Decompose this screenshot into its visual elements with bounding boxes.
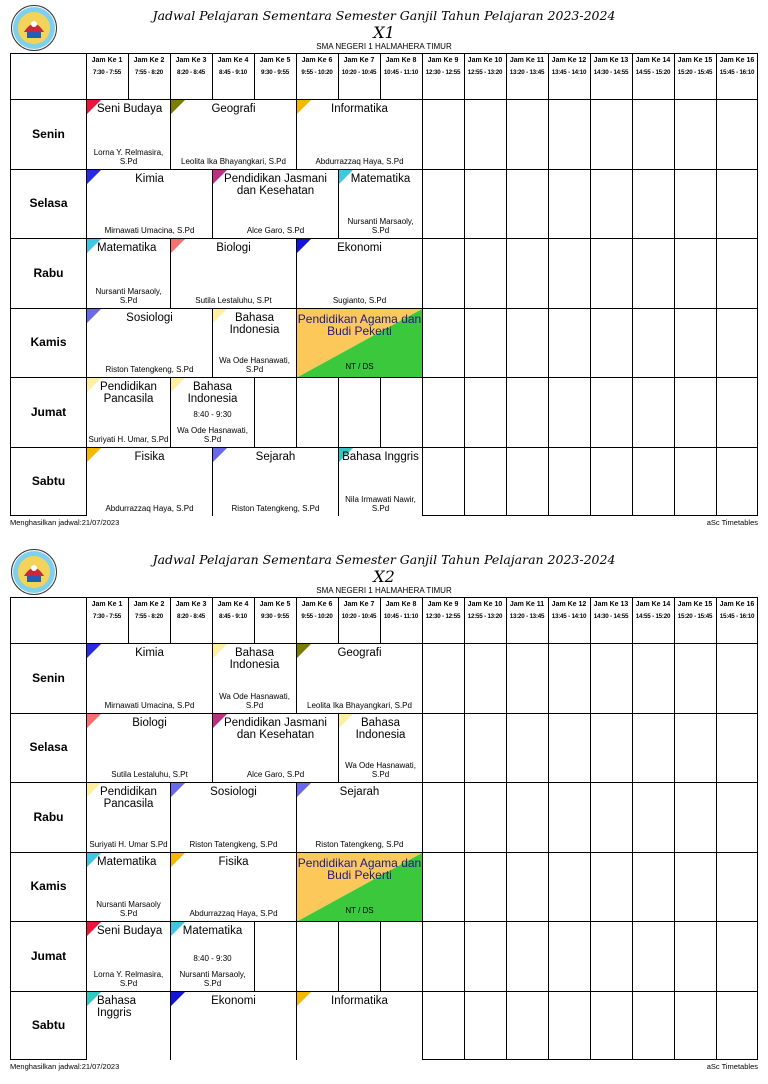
day-label: Kamis — [30, 335, 67, 350]
lesson-teacher: Sutila Lestaluhu, S.Pt — [111, 770, 188, 779]
timetable-grid — [10, 597, 758, 1060]
lesson-subject: Kimia — [135, 647, 164, 659]
lesson-cell[interactable] — [87, 309, 212, 378]
period-header — [380, 54, 422, 99]
period-time: 12:30 - 12:55 — [425, 69, 461, 76]
lesson-subject: Ekonomi — [211, 994, 256, 1007]
period-time: 15:45 - 16:10 — [719, 613, 755, 620]
lesson-subject: Seni Budaya — [97, 103, 163, 115]
period-time: 12:55 - 13:20 — [467, 613, 503, 620]
lesson-subject: Matematika — [97, 242, 157, 254]
period-number: Jam Ke 10 — [467, 601, 503, 608]
day-label: Rabu — [33, 809, 64, 824]
period-header — [632, 598, 674, 643]
period-header — [506, 598, 548, 643]
period-header — [506, 54, 548, 99]
period-header — [548, 54, 590, 99]
day-label: Selasa — [29, 196, 68, 211]
lesson-cell[interactable] — [171, 378, 254, 447]
lesson-teacher: Wa Ode Hasnawati, S.Pd — [345, 761, 416, 779]
day-label: Jumat — [30, 948, 67, 963]
lesson-cell[interactable] — [213, 714, 338, 783]
period-time: 9:30 - 9:55 — [260, 69, 290, 76]
period-header — [254, 598, 296, 643]
lesson-cell[interactable] — [87, 783, 170, 852]
period-number: Jam Ke 6 — [301, 57, 333, 64]
period-time: 15:45 - 16:10 — [719, 69, 755, 76]
period-header — [212, 54, 254, 99]
lesson-subject: Biologi — [132, 716, 167, 729]
period-time: 13:20 - 13:45 — [509, 613, 545, 620]
lesson-teacher: Leolita Ika Bhayangkari, S.Pd — [181, 156, 286, 166]
period-number: Jam Ke 11 — [509, 601, 545, 608]
lesson-subject: Pendidikan Jasmani dan Kesehatan — [224, 172, 327, 197]
class-name: X2 — [373, 567, 395, 586]
period-header — [422, 54, 464, 99]
lesson-subject: Bahasa Inggris — [342, 450, 419, 463]
lesson-teacher: Wa Ode Hasnawati, S.Pd — [219, 691, 290, 710]
period-time: 13:20 - 13:45 — [509, 69, 545, 76]
schedule-title: Jadwal Pelajaran Sementara Semester Ganjil Tahun Pelajaran 2023-2024 — [152, 552, 616, 567]
period-number: Jam Ke 16 — [719, 57, 755, 64]
period-number: Jam Ke 6 — [301, 601, 333, 608]
lesson-subject: Informatika — [331, 994, 388, 1007]
period-time: 10:20 - 10:45 — [341, 69, 377, 76]
period-number: Jam Ke 12 — [551, 601, 587, 608]
footer-generated: Menghasilkan jadwal:21/07/2023 — [10, 1062, 120, 1071]
period-number: Jam Ke 11 — [509, 57, 545, 64]
class-name: X1 — [373, 23, 395, 42]
lesson-cell[interactable] — [171, 100, 296, 169]
timetable-sheet — [0, 0, 768, 540]
period-header — [422, 598, 464, 643]
lesson-cell[interactable] — [297, 783, 422, 852]
lesson-cell-agama[interactable] — [297, 853, 422, 922]
period-number: Jam Ke 14 — [635, 57, 671, 64]
lesson-cell[interactable] — [171, 922, 254, 991]
day-label: Sabtu — [31, 1018, 66, 1033]
lesson-subject: Matematika — [350, 172, 411, 185]
lesson-teacher: Riston Tatengkeng, S.Pd — [231, 504, 320, 513]
lesson-subject: Geografi — [337, 647, 382, 659]
lesson-cell[interactable] — [339, 714, 422, 783]
period-time: 14:30 - 14:55 — [593, 613, 629, 620]
lesson-teacher: Sugianto, S.Pd — [332, 295, 387, 305]
period-time: 9:55 - 10:20 — [301, 69, 333, 76]
period-number: Jam Ke 15 — [677, 57, 713, 64]
lesson-subject: Pendidikan Pancasila — [100, 381, 157, 405]
period-number: Jam Ke 1 — [91, 601, 123, 608]
lesson-cell[interactable] — [213, 309, 296, 378]
period-number: Jam Ke 12 — [551, 57, 587, 64]
school-name: SMA NEGERI 1 HALMAHERA TIMUR — [316, 586, 452, 595]
day-label: Rabu — [33, 265, 64, 280]
period-time: 7:30 - 7:55 — [92, 613, 122, 620]
period-header — [296, 54, 338, 99]
lesson-cell[interactable] — [87, 922, 170, 991]
day-label: Senin — [32, 670, 65, 685]
timetable-sheet — [0, 544, 768, 1084]
period-number: Jam Ke 8 — [385, 57, 417, 64]
period-header — [380, 598, 422, 643]
lesson-teacher: Lorna Y. Relmasira, S.Pd — [93, 969, 164, 988]
period-header — [632, 54, 674, 99]
lesson-cell[interactable] — [87, 853, 170, 922]
lesson-teacher: Leolita Ika Bhayangkari, S.Pd — [307, 700, 412, 710]
lesson-teacher: Nila Irmawati Nawir, S.Pd — [345, 495, 416, 513]
period-time: 15:20 - 15:45 — [677, 69, 713, 76]
lesson-teacher: Mirnawati Umacina, S.Pd — [104, 226, 195, 235]
lesson-subject: Pendidikan Agama dan Budi Pekerti — [297, 855, 422, 882]
lesson-subject: Sejarah — [339, 786, 380, 798]
lesson-cell[interactable] — [171, 239, 296, 308]
period-number: Jam Ke 4 — [217, 601, 249, 608]
lesson-teacher: NT / DS — [345, 906, 374, 915]
period-header — [212, 598, 254, 643]
period-number: Jam Ke 9 — [427, 601, 459, 608]
period-header — [590, 54, 632, 99]
period-header — [674, 54, 716, 99]
lesson-teacher: Sutila Lestaluhu, S.Pt — [195, 295, 272, 305]
lesson-teacher: Wa Ode Hasnawati, S.Pd — [177, 425, 248, 444]
lesson-time: 8:40 - 9:30 — [193, 954, 232, 963]
lesson-teacher: Lorna Y. Relmasira, S.Pd — [93, 147, 164, 166]
lesson-cell[interactable] — [297, 239, 422, 308]
day-label: Senin — [32, 126, 65, 141]
period-time: 13:45 - 14:10 — [551, 69, 587, 76]
lesson-cell[interactable] — [297, 644, 422, 713]
period-number: Jam Ke 7 — [343, 57, 375, 64]
lesson-teacher: Riston Tatengkeng, S.Pd — [189, 839, 278, 849]
period-header — [296, 598, 338, 643]
lesson-cell[interactable] — [87, 448, 212, 517]
lesson-teacher: Nursanti Marsaoly, S.Pd — [95, 286, 162, 305]
period-header — [548, 598, 590, 643]
school-name: SMA NEGERI 1 HALMAHERA TIMUR — [316, 42, 452, 51]
lesson-cell[interactable] — [87, 992, 170, 1061]
period-header — [86, 598, 128, 643]
lesson-cell[interactable] — [87, 100, 170, 169]
lesson-cell[interactable] — [87, 239, 170, 308]
footer-brand: aSc Timetables — [706, 1062, 758, 1071]
lesson-cell[interactable] — [297, 100, 422, 169]
period-header — [338, 54, 380, 99]
lesson-teacher: Mirnawati Umacina, S.Pd — [104, 700, 195, 710]
lesson-teacher: Abdurrazzaq Haya, S.Pd — [315, 156, 404, 166]
period-time: 12:55 - 13:20 — [467, 69, 503, 76]
footer-brand: aSc Timetables — [706, 518, 758, 527]
period-time: 10:45 - 11:10 — [383, 69, 419, 76]
period-number: Jam Ke 5 — [259, 601, 291, 608]
lesson-cell[interactable] — [171, 853, 296, 922]
period-header — [254, 54, 296, 99]
period-time: 15:20 - 15:45 — [677, 613, 713, 620]
lesson-subject: Bahasa Inggris — [97, 994, 137, 1019]
lesson-subject: Kimia — [135, 172, 164, 185]
period-header — [716, 598, 758, 643]
period-header — [170, 54, 212, 99]
lesson-teacher: Abdurrazzaq Haya, S.Pd — [105, 504, 194, 513]
day-label: Kamis — [30, 879, 67, 894]
lesson-teacher: Suriyati H. Umar, S.Pd — [88, 434, 169, 444]
period-time: 8:20 - 8:45 — [176, 613, 206, 620]
lesson-subject: Informatika — [331, 103, 388, 115]
period-header — [674, 598, 716, 643]
period-number: Jam Ke 13 — [593, 57, 629, 64]
day-label: Selasa — [29, 740, 68, 755]
lesson-cell[interactable] — [339, 448, 422, 517]
lesson-time: 8:40 - 9:30 — [193, 410, 232, 419]
lesson-subject: Biologi — [216, 242, 251, 254]
period-time: 7:55 - 8:20 — [134, 69, 164, 76]
period-number: Jam Ke 2 — [133, 601, 165, 608]
lesson-teacher: Nursanti Marsaoly, S.Pd — [179, 969, 246, 988]
lesson-teacher: NT / DS — [345, 362, 374, 371]
lesson-cell[interactable] — [213, 170, 338, 239]
lesson-subject: Bahasa Indonesia — [187, 381, 238, 405]
period-number: Jam Ke 5 — [259, 57, 291, 64]
period-number: Jam Ke 14 — [635, 601, 671, 608]
period-time: 14:55 - 15:20 — [635, 69, 671, 76]
lesson-teacher: Riston Tatengkeng, S.Pd — [315, 839, 404, 849]
period-number: Jam Ke 16 — [719, 601, 755, 608]
period-number: Jam Ke 7 — [343, 601, 375, 608]
period-number: Jam Ke 10 — [467, 57, 503, 64]
period-header — [86, 54, 128, 99]
lesson-cell[interactable] — [171, 783, 296, 852]
lesson-teacher: Alce Garo, S.Pd — [246, 226, 305, 235]
period-number: Jam Ke 2 — [133, 57, 165, 64]
lesson-subject: Pendidikan Jasmani dan Kesehatan — [224, 716, 327, 741]
period-header — [128, 598, 170, 643]
lesson-cell[interactable] — [87, 644, 212, 713]
timetable-grid — [10, 53, 758, 516]
period-time: 7:55 - 8:20 — [134, 613, 164, 620]
period-header — [170, 598, 212, 643]
period-time: 10:45 - 11:10 — [383, 613, 419, 620]
period-number: Jam Ke 3 — [175, 601, 207, 608]
day-label: Sabtu — [31, 474, 66, 489]
lesson-cell-agama[interactable] — [297, 309, 422, 378]
lesson-subject: Matematika — [97, 855, 157, 868]
period-time: 8:20 - 8:45 — [176, 69, 206, 76]
lesson-subject: Fisika — [134, 450, 165, 463]
period-number: Jam Ke 3 — [175, 57, 207, 64]
lesson-subject: Geografi — [211, 103, 256, 115]
period-time: 12:30 - 12:55 — [425, 613, 461, 620]
lesson-cell[interactable] — [339, 170, 422, 239]
footer-generated: Menghasilkan jadwal:21/07/2023 — [10, 518, 120, 527]
period-time: 9:55 - 10:20 — [301, 613, 333, 620]
lesson-cell[interactable] — [297, 992, 422, 1061]
schedule-title: Jadwal Pelajaran Sementara Semester Ganjil Tahun Pelajaran 2023-2024 — [152, 8, 616, 23]
period-time: 7:30 - 7:55 — [92, 69, 122, 76]
lesson-teacher: Wa Ode Hasnawati, S.Pd — [219, 356, 290, 374]
day-label: Jumat — [30, 404, 67, 419]
lesson-teacher: Nursanti Marsaoly S.Pd — [96, 900, 161, 918]
period-number: Jam Ke 15 — [677, 601, 713, 608]
lesson-subject: Bahasa Indonesia — [229, 311, 280, 336]
period-number: Jam Ke 8 — [385, 601, 417, 608]
period-time: 14:55 - 15:20 — [635, 613, 671, 620]
lesson-teacher: Suriyati H. Umar S.Pd — [89, 839, 168, 849]
period-header — [128, 54, 170, 99]
lesson-subject: Bahasa Indonesia — [355, 716, 406, 741]
lesson-subject: Fisika — [218, 855, 249, 868]
period-time: 10:20 - 10:45 — [341, 613, 377, 620]
lesson-cell[interactable] — [171, 992, 296, 1061]
period-number: Jam Ke 4 — [217, 57, 249, 64]
period-time: 8:45 - 9:10 — [218, 613, 248, 620]
lesson-cell[interactable] — [213, 644, 296, 713]
lesson-teacher: Alce Garo, S.Pd — [246, 770, 305, 779]
lesson-subject: Bahasa Indonesia — [229, 647, 280, 671]
period-header — [464, 598, 506, 643]
period-number: Jam Ke 13 — [593, 601, 629, 608]
lesson-teacher: Abdurrazzaq Haya, S.Pd — [189, 909, 278, 918]
lesson-subject: Sosiologi — [126, 311, 173, 324]
period-number: Jam Ke 1 — [91, 57, 123, 64]
period-time: 14:30 - 14:55 — [593, 69, 629, 76]
lesson-subject: Sejarah — [255, 450, 296, 463]
lesson-subject: Pendidikan Agama dan Budi Pekerti — [297, 311, 422, 338]
lesson-cell[interactable] — [87, 378, 170, 447]
period-time: 8:45 - 9:10 — [218, 69, 248, 76]
lesson-subject: Ekonomi — [337, 242, 382, 254]
period-header — [716, 54, 758, 99]
period-time: 9:30 - 9:55 — [260, 613, 290, 620]
lesson-cell[interactable] — [213, 448, 338, 517]
lesson-subject: Sosiologi — [210, 786, 257, 798]
lesson-cell[interactable] — [87, 170, 212, 239]
period-header — [338, 598, 380, 643]
lesson-subject: Pendidikan Pancasila — [100, 786, 157, 810]
lesson-subject: Matematika — [182, 925, 243, 937]
lesson-teacher: Nursanti Marsaoly, S.Pd — [347, 217, 414, 235]
lesson-cell[interactable] — [87, 714, 212, 783]
lesson-teacher: Riston Tatengkeng, S.Pd — [105, 365, 194, 374]
period-time: 13:45 - 14:10 — [551, 613, 587, 620]
lesson-subject: Seni Budaya — [97, 925, 163, 937]
period-header — [590, 598, 632, 643]
period-header — [464, 54, 506, 99]
period-number: Jam Ke 9 — [427, 57, 459, 64]
